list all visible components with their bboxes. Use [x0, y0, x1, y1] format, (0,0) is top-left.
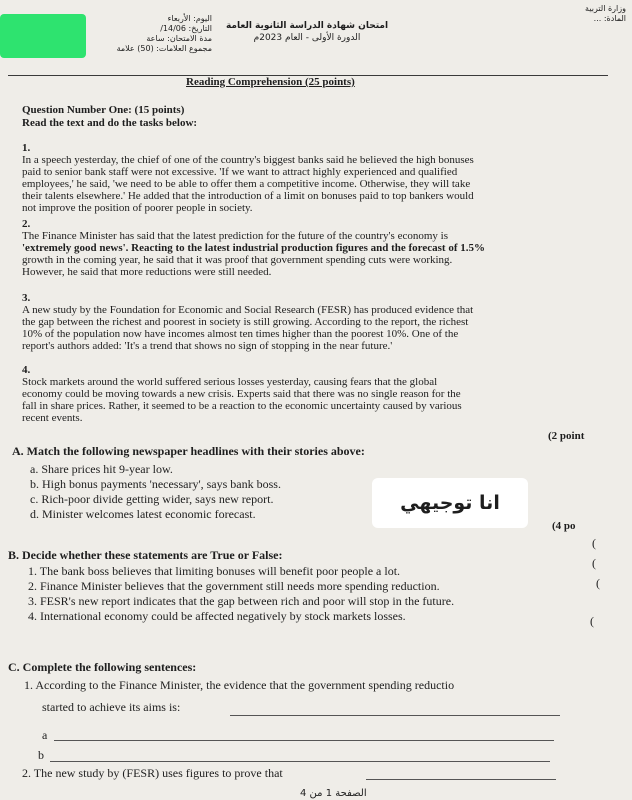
- story-line: fall in share prices. Rather, it seemed to be a reaction to the economic uncertainty caused by various: [22, 400, 462, 412]
- answer-label-a: a: [42, 728, 48, 742]
- statement-item: 1. The bank boss believes that limiting bonuses will benefit poor people a lot.: [28, 564, 401, 578]
- answer-blank-2[interactable]: [366, 779, 556, 780]
- exam-title-header: [222, 20, 392, 44]
- subject-name: المادة: ...: [593, 14, 626, 23]
- story-line: However, he said that more reductions were still needed.: [22, 266, 272, 278]
- story-line: Stock markets around the world suffered serious losses yesterday, causing fears that the global: [22, 376, 438, 388]
- ministry-name: وزارة التربية: [585, 4, 626, 13]
- header-total-marks: مجموع العلامات: (50) علامة: [116, 44, 212, 53]
- task-c-item-2: 2. The new study by (FESR) uses figures to prove that: [22, 766, 283, 780]
- story-line: economy could be moving towards a new crisis. Experts said that there was no single reason for the: [22, 388, 461, 400]
- story-2: [22, 218, 592, 278]
- story-line: the gap between the richest and poorest in society is still growing. According to the report, the richest: [22, 316, 469, 328]
- story-line: 'extremely good news'. Reacting to the latest industrial production figures and the forecast of 1.5%: [22, 242, 485, 254]
- story-line: their talents elsewhere.' He added that the introduction of a limit on bonuses paid to top bankers would: [22, 190, 474, 202]
- exam-title: امتحان شهادة الدراسة الثانوية العامة: [225, 21, 389, 31]
- story-3: [22, 292, 592, 352]
- statement-item: 2. Finance Minister believes that the government still needs more spending reduction.: [28, 579, 440, 593]
- task-b-points: (4 po: [552, 520, 576, 532]
- question-instruction: Read the text and do the tasks below:: [22, 117, 198, 129]
- section-title: Reading Comprehension (25 points): [186, 76, 355, 88]
- story-line: employees,' he said, 'we need to be able to offer them a competitive income. Otherwise, they will take: [22, 178, 471, 190]
- headline-item: b. High bonus payments 'necessary', says bank boss.: [30, 477, 281, 491]
- story-line: not improve the position of poorer people in society.: [22, 202, 253, 214]
- headline-item: d. Minister welcomes latest economic forecast.: [30, 507, 256, 521]
- story-line: growth in the coming year, he said that it was proof that government spending cuts were working.: [22, 254, 453, 266]
- story-4: [22, 364, 592, 424]
- story-line: report's authors added: 'It's a trend that shows no sign of stopping in the near future.': [22, 340, 393, 352]
- answer-paren: (: [596, 576, 600, 590]
- ministry-header: [560, 4, 626, 24]
- redaction-box: [0, 14, 86, 58]
- task-a-list: [30, 462, 281, 522]
- page-footer: الصفحة 1 من 4: [300, 788, 367, 799]
- story-line: In a speech yesterday, the chief of one of the country's biggest banks said he believed the high bonuses: [22, 154, 474, 166]
- story-line: paid to senior bank staff were not excessive. 'If we want to attract highly experienced and qualified: [22, 166, 458, 178]
- task-a-title: A. Match the following newspaper headlines with their stories above:: [12, 444, 365, 458]
- task-c-item-1-cont: started to achieve its aims is:: [42, 700, 181, 714]
- story-number: 4.: [22, 364, 31, 376]
- story-number: 2.: [22, 218, 31, 230]
- exam-info-header: [102, 14, 212, 54]
- story-number: 1.: [22, 142, 31, 154]
- answer-blank[interactable]: [230, 715, 560, 716]
- story-1: [22, 142, 592, 214]
- answer-label-b: b: [38, 748, 44, 762]
- statement-item: 3. FESR's new report indicates that the gap between rich and poor will stop in the future.: [28, 594, 455, 608]
- story-line: The Finance Minister has said that the latest prediction for the future of the country's economy is: [22, 230, 448, 242]
- header-day: اليوم: الأربعاء: [167, 14, 212, 23]
- exam-session: الدورة الأولى - العام 2023م: [253, 33, 361, 43]
- watermark-badge: انا توجيهي: [372, 478, 528, 528]
- task-c-item-1: 1. According to the Finance Minister, the evidence that the government spending reductio: [24, 678, 455, 692]
- task-b-list: [28, 564, 454, 624]
- story-line: 10% of the population now have incomes almost ten times higher than the poorest 10%. One of the: [22, 328, 459, 340]
- task-c-title: C. Complete the following sentences:: [8, 660, 197, 674]
- story-line: A new study by the Foundation for Economic and Social Research (FESR) has produced evidence that: [22, 304, 474, 316]
- headline-item: c. Rich-poor divide getting wider, says new report.: [30, 492, 274, 506]
- answer-blank-b[interactable]: [50, 761, 550, 762]
- answer-blank-a[interactable]: [54, 740, 554, 741]
- story-line: recent events.: [22, 412, 83, 424]
- question-number: Question Number One: (15 points): [22, 104, 185, 116]
- story-number: 3.: [22, 292, 31, 304]
- headline-item: a. Share prices hit 9-year low.: [30, 462, 173, 476]
- question-heading: [22, 104, 197, 130]
- task-a-points: (2 point: [548, 430, 585, 442]
- answer-paren: (: [592, 556, 596, 570]
- answer-paren: (: [592, 536, 596, 550]
- statement-item: 4. International economy could be affected negatively by stock markets losses.: [28, 609, 406, 623]
- header-duration: مدة الامتحان: ساعة: [146, 34, 212, 43]
- answer-paren: (: [590, 614, 594, 628]
- task-b-title: B. Decide whether these statements are True or False:: [8, 548, 283, 562]
- header-date: التاريخ: 14/06/: [160, 24, 212, 33]
